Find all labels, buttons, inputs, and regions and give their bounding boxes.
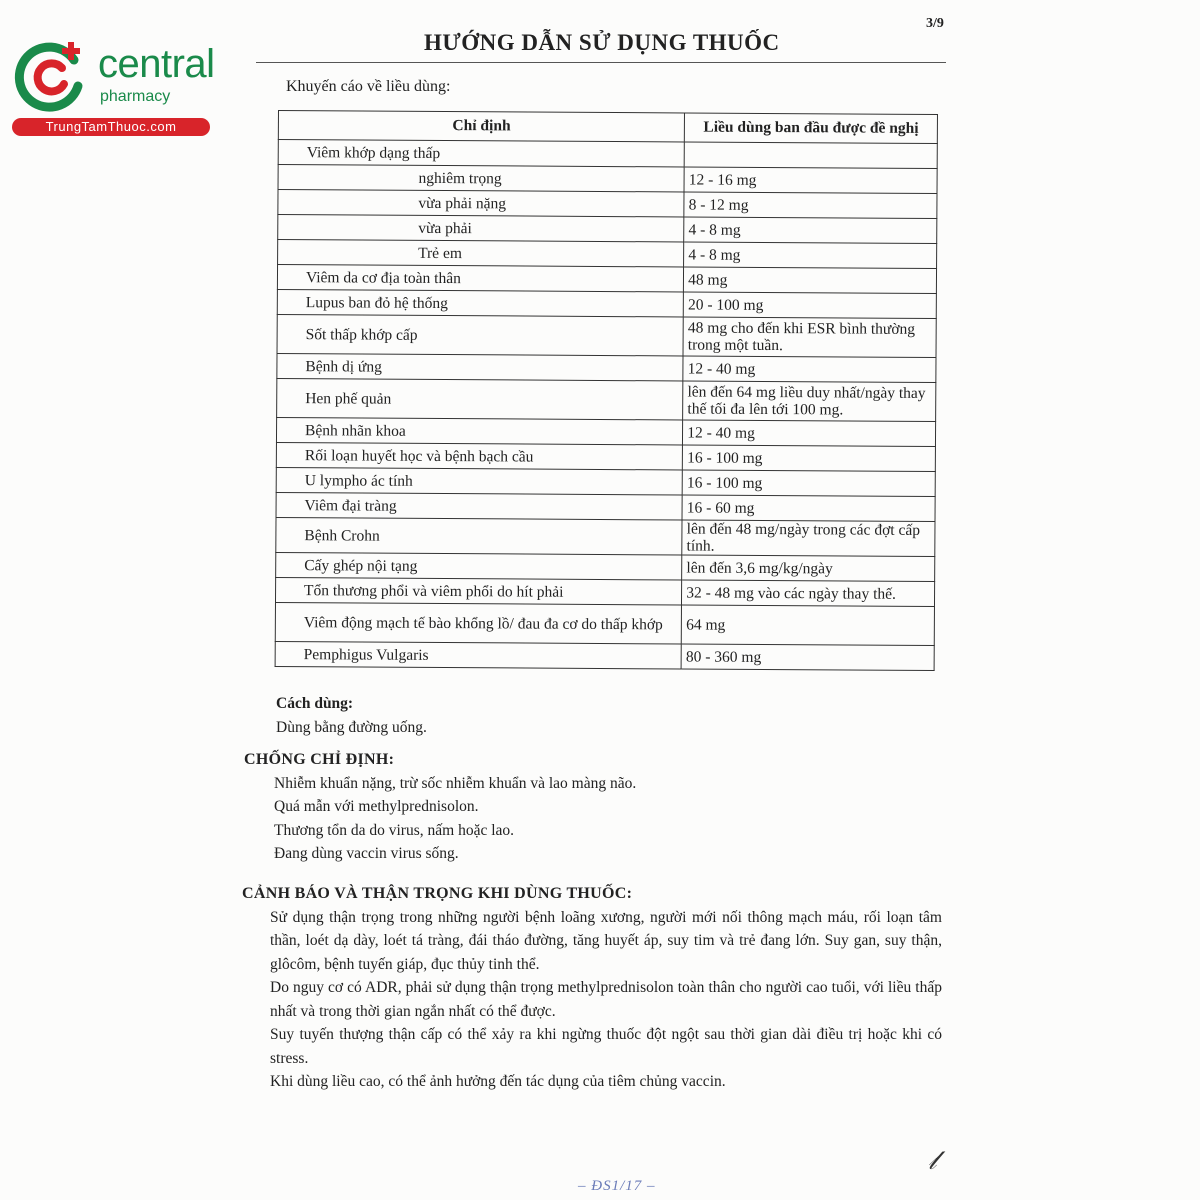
dose-cell: 32 - 48 mg vào các ngày thay thế. (682, 580, 935, 607)
table-row (275, 602, 934, 645)
indication-cell: vừa phải (278, 215, 684, 242)
title-divider (256, 62, 946, 63)
indication-cell: Rối loạn huyết học và bệnh bạch cầu (276, 442, 682, 469)
logo-sub-text: pharmacy (100, 88, 171, 105)
dose-cell: 16 - 60 mg (682, 495, 935, 522)
dose-cell: 80 - 360 mg (681, 644, 934, 671)
indication-cell: Pemphigus Vulgaris (275, 641, 681, 668)
list-item: Đang dùng vaccin virus sống. (274, 845, 459, 862)
warning-paragraph: Khi dùng liều cao, có thể ảnh hưởng đến tác dụng của tiêm chủng vaccin. (270, 1073, 726, 1090)
handwritten-initials: 𝓁 (928, 1146, 937, 1175)
dose-cell: 48 mg cho đến khi ESR bình thường trong một tuần. (683, 317, 936, 358)
warnings-heading: CẢNH BÁO VÀ THẬN TRỌNG KHI DÙNG THUỐC: (242, 885, 633, 902)
warning-paragraph: Do nguy cơ có ADR, phải sử dụng thận trọng methylprednisolon toàn thân cho người cao tuổi, với liều thấp nhất và trong thời gian ngắn nhất có thể được. (270, 979, 942, 1020)
indication-cell: Bệnh Crohn (276, 517, 682, 554)
page-number: 3/9 (926, 16, 944, 31)
indication-cell: nghiêm trọng (278, 165, 684, 192)
list-item: Quá mẫn với methylprednisolon. (274, 798, 479, 815)
table-row (276, 517, 935, 556)
dose-cell: 48 mg (684, 267, 937, 294)
dose-cell: lên đến 3,6 mg/kg/ngày (682, 555, 935, 582)
warning-paragraph: Suy tuyến thượng thận cấp có thể xảy ra khi ngừng thuốc đột ngột sau thời gian dài điều trị hoặc khi có stress. (270, 1026, 942, 1067)
indication-cell: Viêm khớp dạng thấp (278, 140, 684, 167)
contraindications-section (244, 748, 944, 866)
logo-url-badge: TrungTamThuoc.com (12, 118, 210, 136)
indication-cell: vừa phải nặng (278, 190, 684, 217)
dose-cell: 4 - 8 mg (684, 217, 937, 244)
indication-cell: U lympho ác tính (276, 467, 682, 494)
dose-cell: 20 - 100 mg (683, 292, 936, 319)
document-title: HƯỚNG DẪN SỬ DỤNG THUỐC (424, 30, 780, 55)
dosage-table (275, 110, 938, 671)
indication-cell: Viêm da cơ địa toàn thân (277, 265, 683, 292)
list-item: Nhiễm khuẩn nặng, trừ sốc nhiễm khuẩn và lao màng não. (274, 774, 637, 792)
indication-cell: Sốt thấp khớp cấp (277, 314, 683, 355)
logo-brand-text: central (98, 42, 215, 86)
header-dose: Liều dùng ban đầu được đề nghị (685, 113, 938, 144)
table-row (277, 314, 936, 357)
indication-cell: Viêm đại tràng (276, 492, 682, 519)
dose-cell: lên đến 64 mg liều duy nhất/ngày thay thế tối đa lên tới 100 mg. (683, 381, 936, 422)
warning-paragraph: Sử dụng thận trọng trong những người bệnh loãng xương, người mới nối thông mạch máu, rối loạn tâm thần, loét dạ dày, loét tá tràng, đái tháo đường, tăng huyết áp, suy tim và trẻ đang lớn. Suy gan, suy thận, glôcôm, bệnh tuyến giáp, đục thủy tinh thể. (270, 908, 942, 973)
dose-cell: 64 mg (681, 605, 934, 646)
indication-cell: Cấy ghép nội tạng (276, 552, 682, 579)
dose-cell: 12 - 40 mg (683, 356, 936, 383)
table-row (277, 378, 936, 421)
dose-cell: 16 - 100 mg (683, 445, 936, 472)
usage-heading: Cách dùng: (276, 695, 354, 712)
dosage-intro: Khuyến cáo về liều dùng: (286, 78, 451, 95)
dose-cell: 12 - 40 mg (683, 420, 936, 447)
dose-cell: 12 - 16 mg (684, 167, 937, 194)
dose-cell: 8 - 12 mg (684, 192, 937, 219)
indication-cell: Lupus ban đỏ hệ thống (277, 289, 683, 316)
warnings-section (242, 882, 942, 1094)
usage-section (276, 692, 936, 739)
indication-cell: Tổn thương phổi và viêm phổi do hít phải (275, 577, 681, 604)
indication-cell: Bệnh nhãn khoa (276, 417, 682, 444)
indication-cell: Bệnh dị ứng (277, 353, 683, 380)
pharmacy-logo (12, 36, 215, 136)
list-item: Thương tổn da do virus, nấm hoặc lao. (274, 821, 515, 839)
indication-cell: Hen phế quản (277, 378, 683, 419)
dose-cell: 4 - 8 mg (684, 242, 937, 269)
dose-cell: 16 - 100 mg (682, 470, 935, 497)
dose-cell: lên đến 48 mg/ngày trong các đợt cấp tính. (682, 520, 935, 557)
table-header-row (278, 111, 937, 144)
contraindications-heading: CHỐNG CHỈ ĐỊNH: (244, 751, 395, 768)
header-indication: Chỉ định (278, 111, 684, 142)
footer-stamp: – ĐS1/17 – (578, 1178, 656, 1194)
indication-cell: Trẻ em (278, 240, 684, 267)
dose-cell (684, 142, 937, 169)
usage-text: Dùng bằng đường uống. (276, 718, 427, 736)
logo-mark-icon (12, 38, 88, 114)
indication-cell: Viêm động mạch tế bào khổng lồ/ đau đa cơ do thấp khớp (275, 602, 681, 643)
table-row (275, 641, 934, 670)
